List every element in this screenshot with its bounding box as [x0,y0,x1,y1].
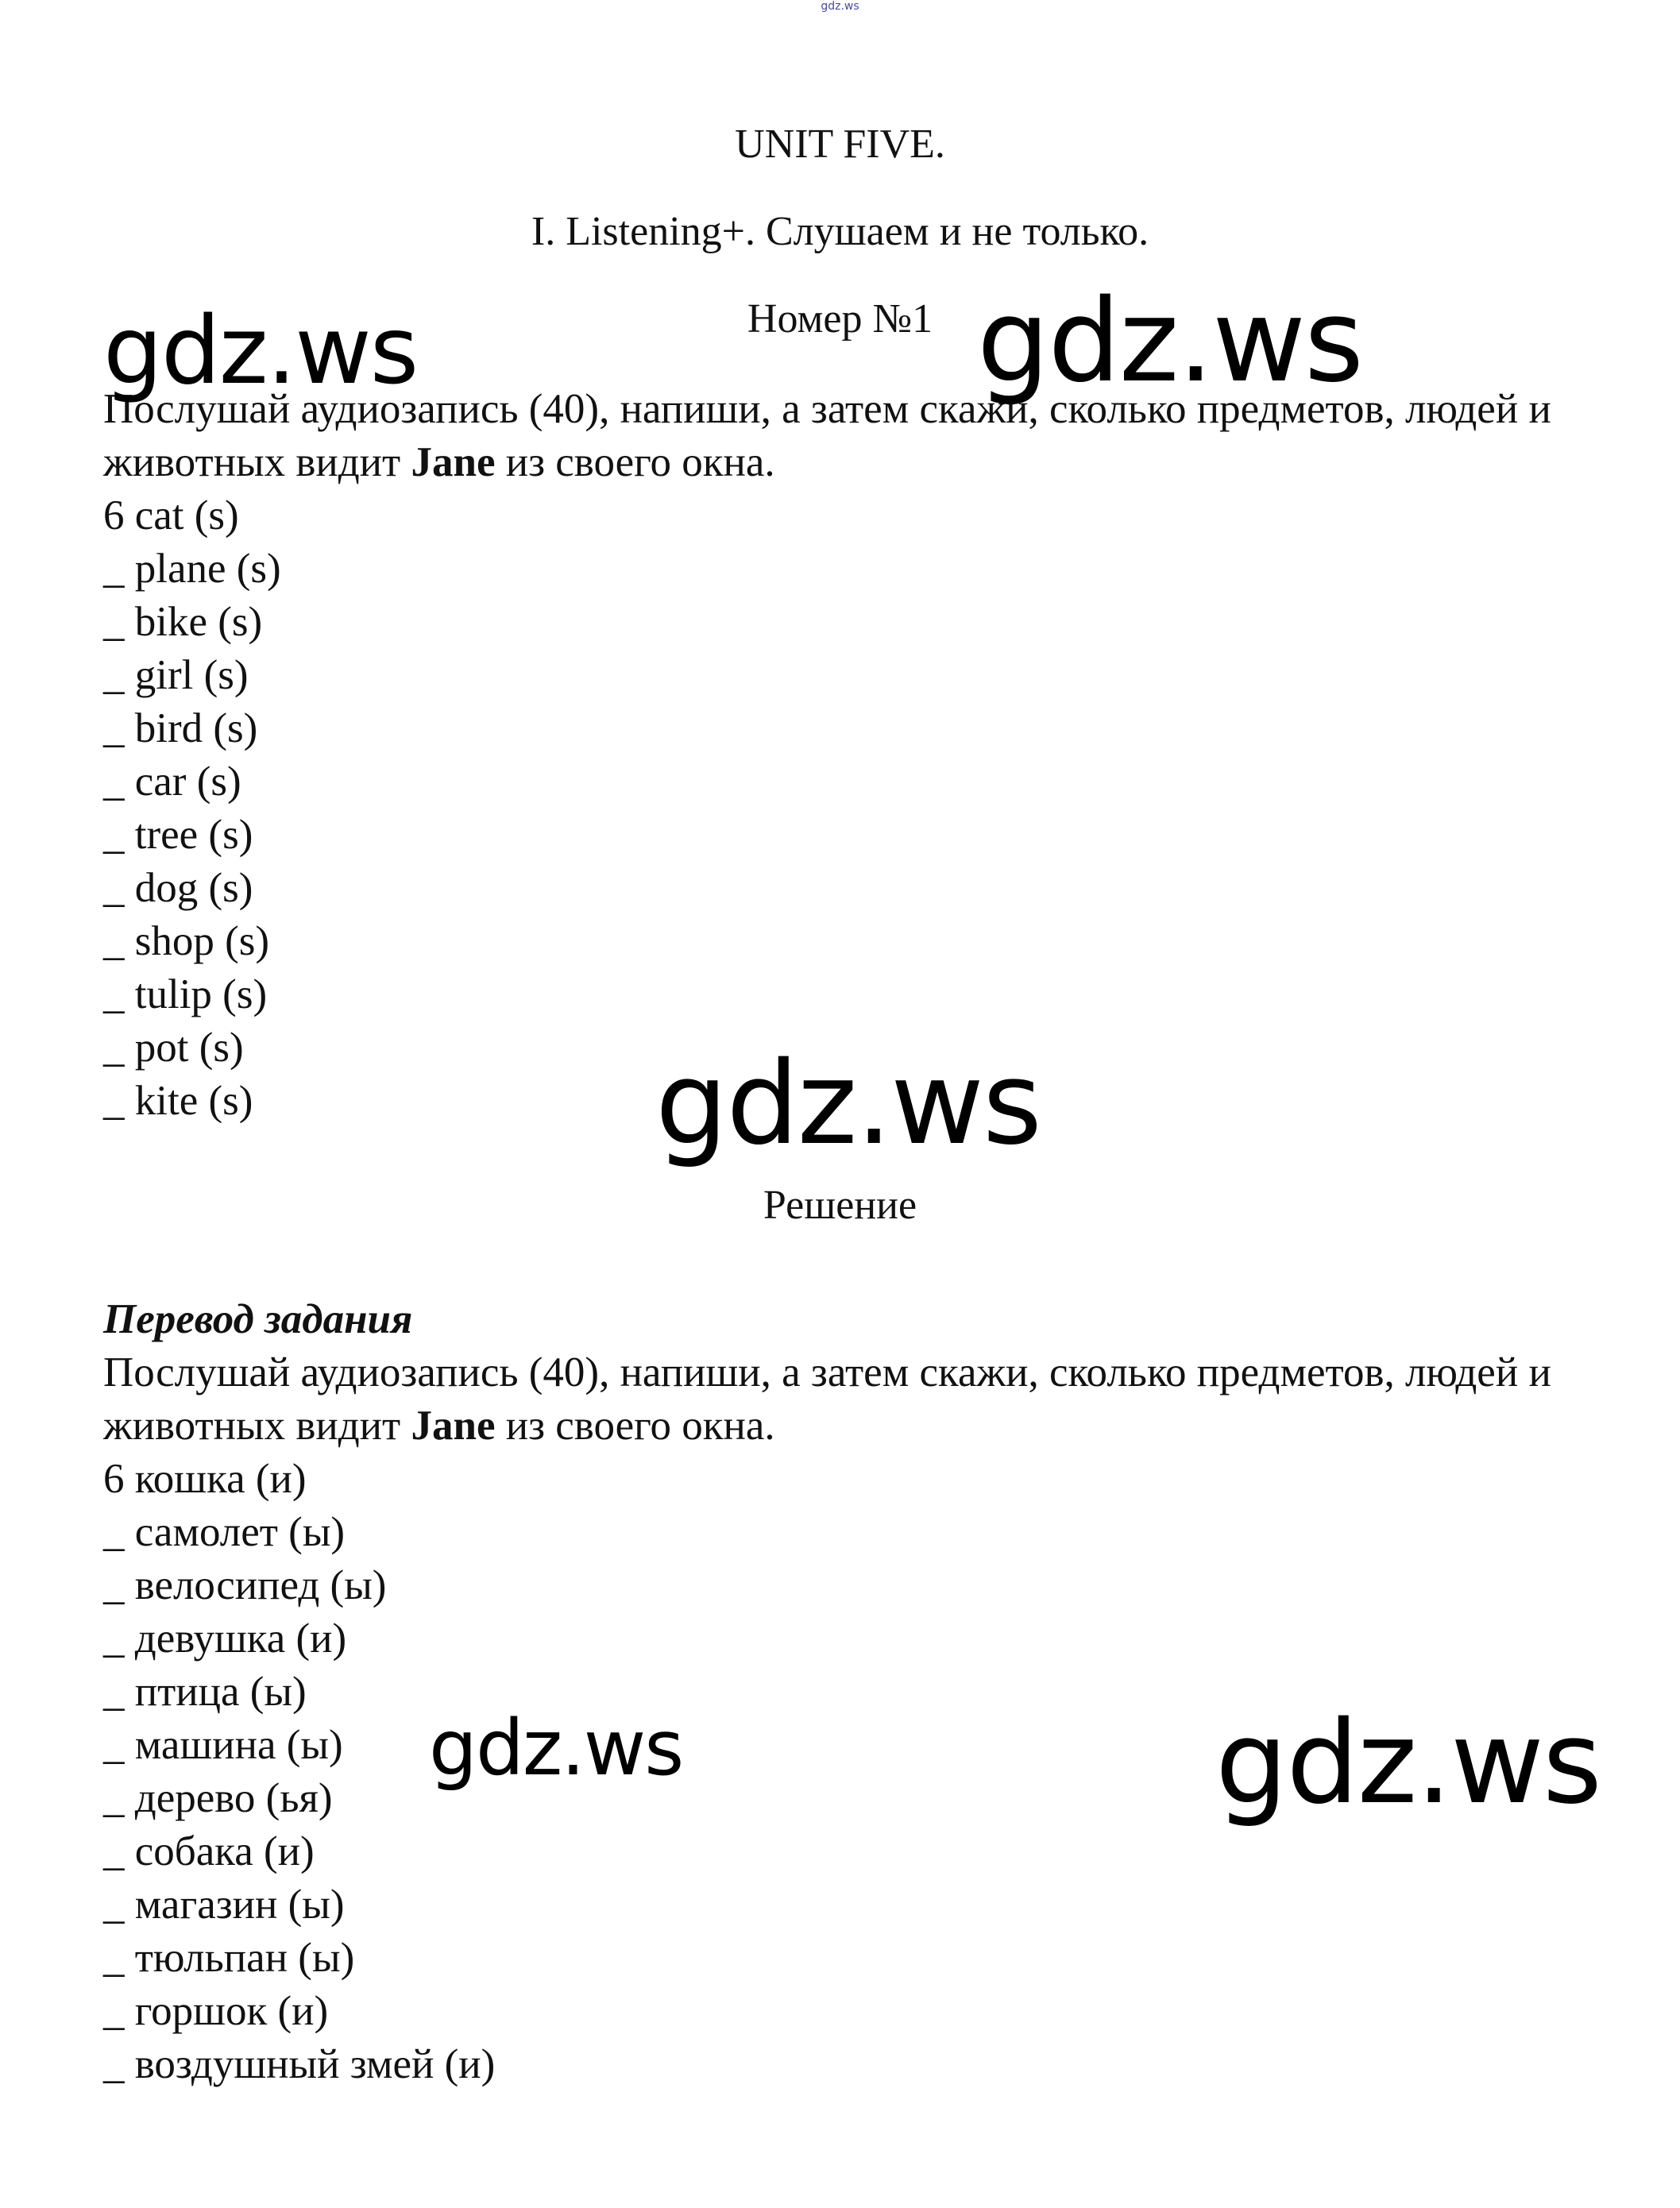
watermark-5: gdz.ws [1215,1696,1601,1829]
section-title: I. Listening+. Слушаем и не только. [531,209,1149,254]
watermark-2: gdz.ws [977,274,1362,407]
watermark-3: gdz.ws [655,1036,1041,1170]
list-item: 6 кошка (и) [103,1456,307,1502]
translation-task-name: Jane [411,1403,496,1449]
list-item: _ дерево (ья) [103,1775,333,1821]
task-block [103,383,1597,1128]
unit-title: UNIT FIVE. [735,122,945,167]
list-item: _ tree (s) [103,812,253,858]
task-text: Послушай аудиозапись (40), напиши, а затем скажи, сколько предметов, людей и животных видит Jane из своего окна. [103,386,1551,485]
items-en-list [103,489,1597,1128]
list-item: _ собака (и) [103,1828,315,1874]
translation-heading: Перевод задания [103,1296,413,1342]
list-item: _ pot (s) [103,1025,244,1071]
list-item: _ kite (s) [103,1078,253,1124]
task-name: Jane [411,439,496,485]
list-item: 6 cat (s) [103,492,239,538]
list-item: _ воздушный змей (и) [103,2041,496,2087]
list-item: _ tulip (s) [103,971,268,1017]
solution-label: Решение [763,1183,917,1228]
list-item: _ машина (ы) [103,1722,343,1768]
list-item: _ горшок (и) [103,1988,329,2034]
list-item: _ тюльпан (ы) [103,1935,355,1981]
watermark-4: gdz.ws [429,1704,683,1793]
list-item: _ птица (ы) [103,1669,307,1715]
list-item: _ bird (s) [103,705,258,751]
list-item: _ shop (s) [103,918,270,964]
list-item: _ plane (s) [103,546,281,592]
translation-block [103,1293,1597,2091]
translation-task-text: Послушай аудиозапись (40), напиши, а затем скажи, сколько предметов, людей и животных видит Jane из своего окна. [103,1349,1551,1449]
list-item: _ магазин (ы) [103,1882,345,1928]
watermark-1: gdz.ws [103,295,418,405]
list-item: _ girl (s) [103,652,249,698]
list-item: _ девушка (и) [103,1615,347,1662]
exercise-number: Номер №1 [747,296,933,342]
list-item: _ car (s) [103,759,241,805]
list-item: _ самолет (ы) [103,1509,346,1555]
list-item: _ dog (s) [103,865,253,911]
list-item: _ велосипед (ы) [103,1562,387,1608]
top-watermark: gdz.ws [821,0,859,13]
list-item: _ bike (s) [103,599,263,645]
